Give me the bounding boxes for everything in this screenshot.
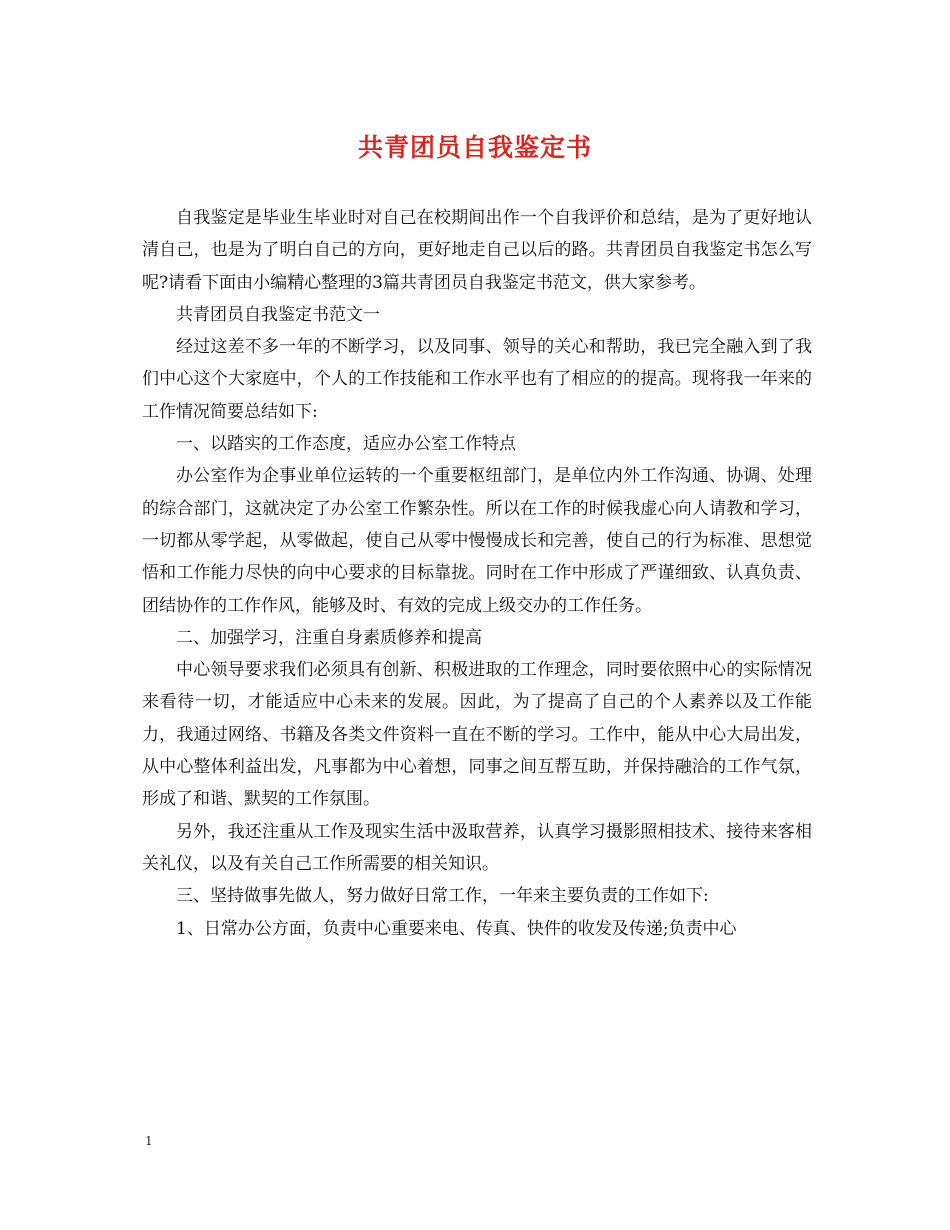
section-heading-two: 二、加强学习，注重自身素质修养和提高 (176, 627, 482, 648)
section-heading-sample-one: 共青团员自我鉴定书范文一 (176, 304, 380, 325)
body-paragraph: 另外，我还注重从工作及现实生活中汲取营养，认真学习摄影照相技术、接待来客相关礼仪，以及有关自己工作所需要的相关知识。 (142, 821, 812, 874)
intro-paragraph: 自我鉴定是毕业生毕业时对自己在校期间出作一个自我评价和总结，是为了更好地认清自己，也是为了明白自己的方向，更好地走自己以后的路。共青团员自我鉴定书怎么写呢?请看下面由小编精心整理的3篇共青团员自我鉴定书范文，供大家参考。 (142, 208, 812, 293)
document-title: 共青团员自我鉴定书 (357, 133, 592, 162)
body-paragraph: 办公室作为企事业单位运转的一个重要枢纽部门，是单位内外工作沟通、协调、处理的综合部门，这就决定了办公室工作繁杂性。所以在工作的时候我虚心向人请教和学习，一切都从零学起，从零做起，使自己从零中慢慢成长和完善，使自己的行为标准、思想觉悟和工作能力尽快的向中心要求的目标靠拢。同时在工作中形成了严谨细致、认真负责、团结协作的工作作风，能够及时、有效的完成上级交办的工作任务。 (142, 466, 812, 616)
body-paragraph: 中心领导要求我们必须具有创新、积极进取的工作理念，同时要依照中心的实际情况来看待一切，才能适应中心未来的发展。因此，为了提高了自己的个人素养以及工作能力，我通过网络、书籍及各类文件资料一直在不断的学习。工作中，能从中心大局出发，从中心整体利益出发，凡事都为中心着想，同事之间互帮互助，并保持融洽的工作气氛，形成了和谐、默契的工作氛围。 (142, 660, 812, 810)
section-heading-one: 一、以踏实的工作态度，适应办公室工作特点 (176, 434, 516, 455)
body-paragraph: 经过这差不多一年的不断学习，以及同事、领导的关心和帮助，我已完全融入到了我们中心这个大家庭中，个人的工作技能和工作水平也有了相应的的提高。现将我一年来的工作情况简要总结如下: (142, 337, 812, 422)
document-body (142, 202, 812, 945)
body-paragraph: 1、日常办公方面，负责中心重要来电、传真、快件的收发及传递;负责中心 (176, 918, 737, 939)
page-number: 1 (145, 1134, 153, 1148)
section-heading-three: 三、坚持做事先做人，努力做好日常工作，一年来主要负责的工作如下: (176, 886, 709, 907)
